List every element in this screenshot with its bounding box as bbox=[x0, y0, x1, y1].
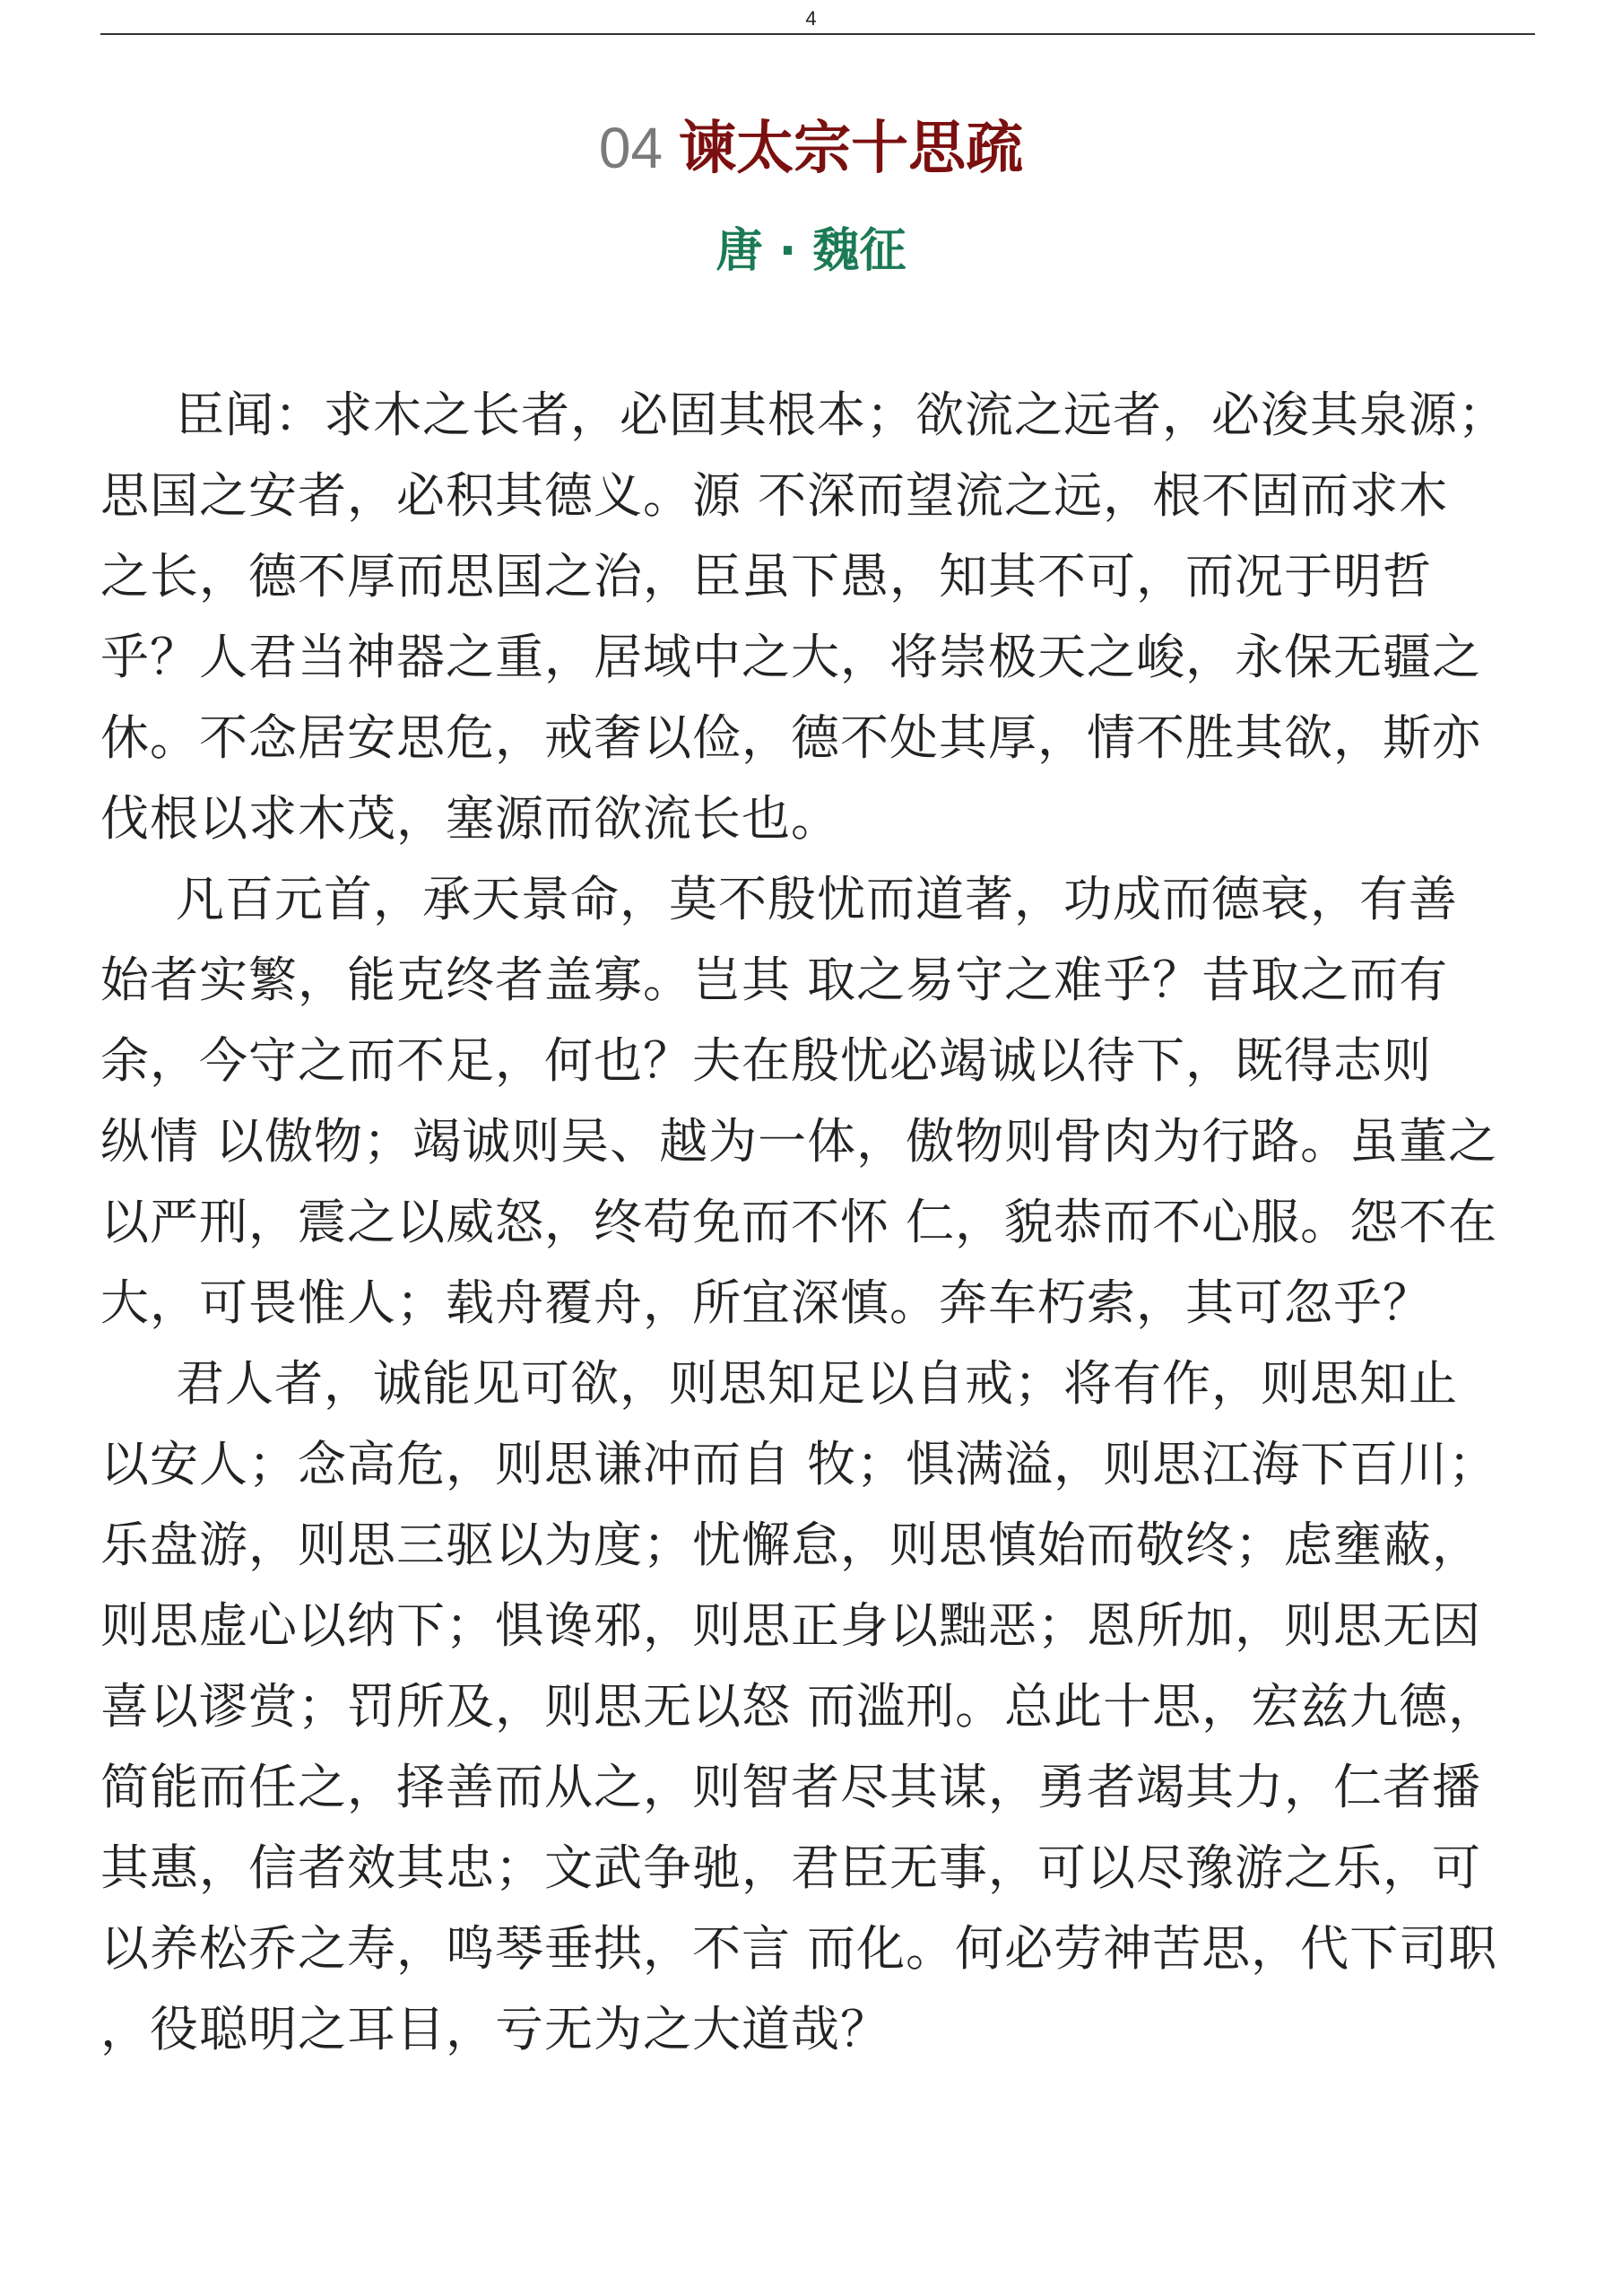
text-line: 思国之安者，必积其德义。源 不深而望流之远，根不固而求木 bbox=[100, 467, 1449, 524]
text-line: 以养松乔之寿，鸣琴垂拱，不言 而化。何必劳神苦思，代下司职 bbox=[100, 1920, 1498, 1977]
title-text: 谏太宗十思疏 bbox=[679, 116, 1024, 182]
page-number: 4 bbox=[805, 7, 817, 30]
text-line: 臣闻：求木之长者，必固其根本；欲流之远者，必浚其泉源； bbox=[176, 387, 1507, 443]
text-line: 纵情 以傲物；竭诚则吴、越为一体，傲物则骨肉为行路。虽董之 bbox=[100, 1113, 1498, 1170]
text-line: 其惠，信者效其忠；文武争驰，君臣无事，可以尽豫游之乐，可 bbox=[100, 1839, 1481, 1896]
page-title bbox=[0, 108, 1622, 189]
text-line: 简能而任之，择善而从之，则智者尽其谋，勇者竭其力，仁者播 bbox=[100, 1759, 1481, 1815]
text-line: 始者实繁，能克终者盖寡。岂其 取之易守之难乎？昔取之而有 bbox=[100, 952, 1449, 1008]
header-divider bbox=[100, 33, 1535, 35]
title-number: 04 bbox=[598, 116, 664, 180]
text-line: 之长，德不厚而思国之治，臣虽下愚，知其不可，而况于明哲 bbox=[100, 548, 1432, 604]
text-line: 以严刑，震之以威怒，终苟免而不怀 仁，貌恭而不心服。怨不在 bbox=[100, 1194, 1498, 1250]
text-line: 伐根以求木茂，塞源而欲流长也。 bbox=[100, 790, 840, 847]
text-line: ，役聪明之耳目，亏无为之大道哉？ bbox=[100, 2001, 889, 2057]
text-line: 则思虚心以纳下；惧谗邪，则思正身以黜恶；恩所加，则思无因 bbox=[100, 1597, 1481, 1654]
essay-body bbox=[100, 375, 1535, 2070]
text-line: 大，可畏惟人；载舟覆舟，所宜深慎。奔车朽索，其可忽乎？ bbox=[100, 1274, 1432, 1331]
text-line: 乐盘游，则思三驱以为度；忧懈怠，则思慎始而敬终；虑壅蔽， bbox=[100, 1517, 1481, 1573]
text-line: 乎？人君当神器之重，居域中之大，将崇极天之峻，永保无疆之 bbox=[100, 629, 1481, 685]
text-line: 休。不念居安思危，戒奢以俭，德不处其厚，情不胜其欲，斯亦 bbox=[100, 709, 1481, 766]
text-line: 余，今守之而不足，何也？夫在殷忧必竭诚以待下，既得志则 bbox=[100, 1032, 1432, 1089]
text-line: 凡百元首，承天景命，莫不殷忧而道著，功成而德衰，有善 bbox=[176, 871, 1458, 927]
text-line: 君人者，诚能见可欲，则思知足以自戒；将有作，则思知止 bbox=[176, 1355, 1458, 1412]
text-line: 以安人；念高危，则思谦冲而自 牧；惧满溢，则思江海下百川； bbox=[100, 1436, 1498, 1492]
text-line: 喜以谬赏；罚所及，则思无以怒 而滥刑。总此十思，宏兹九德， bbox=[100, 1678, 1498, 1735]
author-line: 唐 · 魏征 bbox=[716, 224, 906, 278]
